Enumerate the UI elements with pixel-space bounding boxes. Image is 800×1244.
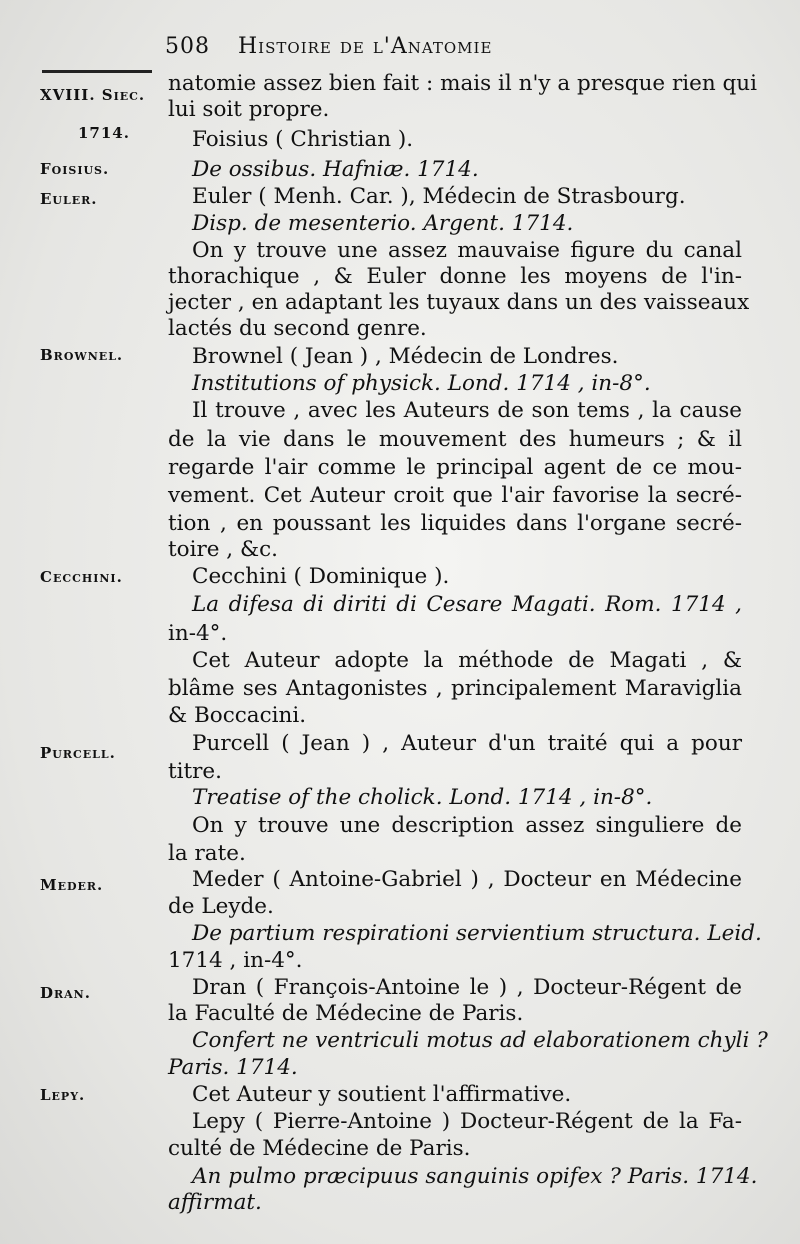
margin-note-year: 1714. [78,124,130,142]
text-line: titre. [168,759,222,784]
page-number: 508 [165,34,210,59]
margin-note-foisius: Foisius. [40,160,110,178]
text-line: De partium respirationi servientium structura. Leid. [192,921,762,946]
margin-note-lepy: Lepy. [40,1086,86,1104]
text-line: lactés du second genre. [168,316,427,341]
text-line: natomie assez bien fait : mais il n'y a presque rien qui [168,71,758,96]
text-line: Confert ne ventriculi motus ad elaborationem chyli ? [192,1028,768,1053]
text-line: Institutions of physick. Lond. 1714 , in-8°. [192,371,651,396]
text-line: tion , en poussant les liquides dans l'organe secré- [168,511,742,536]
margin-note-euler: Euler. [40,190,98,208]
text-line: 1714 , in-4°. [168,948,303,973]
text-line: Lepy ( Pierre-Antoine ) Docteur-Régent de la Fa- [192,1109,742,1134]
text-line: thorachique , & Euler donne les moyens de l'in- [168,264,742,289]
text-line: De ossibus. Hafniæ. 1714. [192,157,479,182]
text-line: & Boccacini. [168,703,307,728]
text-line: regarde l'air comme le principal agent de ce mou- [168,455,742,480]
margin-note-meder: Meder. [40,876,104,894]
text-line: la rate. [168,841,246,866]
text-line: Purcell ( Jean ) , Auteur d'un traité qui a pour [192,731,742,756]
text-line: Cet Auteur adopte la méthode de Magati , & [192,648,742,673]
text-line: Disp. de mesenterio. Argent. 1714. [192,211,574,236]
text-line: Paris. 1714. [168,1055,298,1080]
text-line: Brownel ( Jean ) , Médecin de Londres. [192,344,619,369]
text-line: Cet Auteur y soutient l'affirmative. [192,1082,572,1107]
text-line: culté de Médecine de Paris. [168,1136,471,1161]
text-line: de Leyde. [168,894,274,919]
text-line: Treatise of the cholick. Lond. 1714 , in-8°. [192,785,653,810]
text-line: Cecchini ( Dominique ). [192,564,450,589]
margin-note-century: XVIII. Siec. [40,86,146,104]
text-line: On y trouve une description assez singuliere de [192,813,742,838]
text-line: de la vie dans le mouvement des humeurs ; & il [168,427,742,452]
text-line: lui soit propre. [168,97,330,122]
running-header [165,34,492,59]
text-line: Euler ( Menh. Car. ), Médecin de Strasbourg. [192,184,686,209]
margin-note-dran: Dran. [40,984,91,1002]
text-line: vement. Cet Auteur croit que l'air favorise la secré- [168,483,742,508]
text-line: toire , &c. [168,537,278,562]
text-line: An pulmo præcipuus sanguinis opifex ? Paris. 1714. [192,1164,758,1189]
running-title: Histoire de l'Anatomie [238,34,493,59]
text-line: Dran ( François-Antoine le ) , Docteur-Régent de [192,975,742,1000]
margin-note-purcell: Purcell. [40,744,116,762]
text-line: la Faculté de Médecine de Paris. [168,1001,524,1026]
text-line: in-4°. [168,621,228,646]
text-line: Meder ( Antoine-Gabriel ) , Docteur en Médecine [192,867,742,892]
text-line: blâme ses Antagonistes , principalement Maraviglia [168,676,742,701]
margin-rule [42,70,152,73]
margin-note-brownel: Brownel. [40,346,124,364]
text-line: Il trouve , avec les Auteurs de son tems , la cause [192,398,742,423]
text-line: La difesa di diriti di Cesare Magati. Rom. 1714 , [192,592,742,617]
text-line: Foisius ( Christian ). [192,127,414,152]
text-line: jecter , en adaptant les tuyaux dans un des vaisseaux [168,290,750,315]
text-line: affirmat. [168,1190,262,1215]
margin-note-cecchini: Cecchini. [40,568,123,586]
text-line: On y trouve une assez mauvaise figure du canal [192,238,742,263]
